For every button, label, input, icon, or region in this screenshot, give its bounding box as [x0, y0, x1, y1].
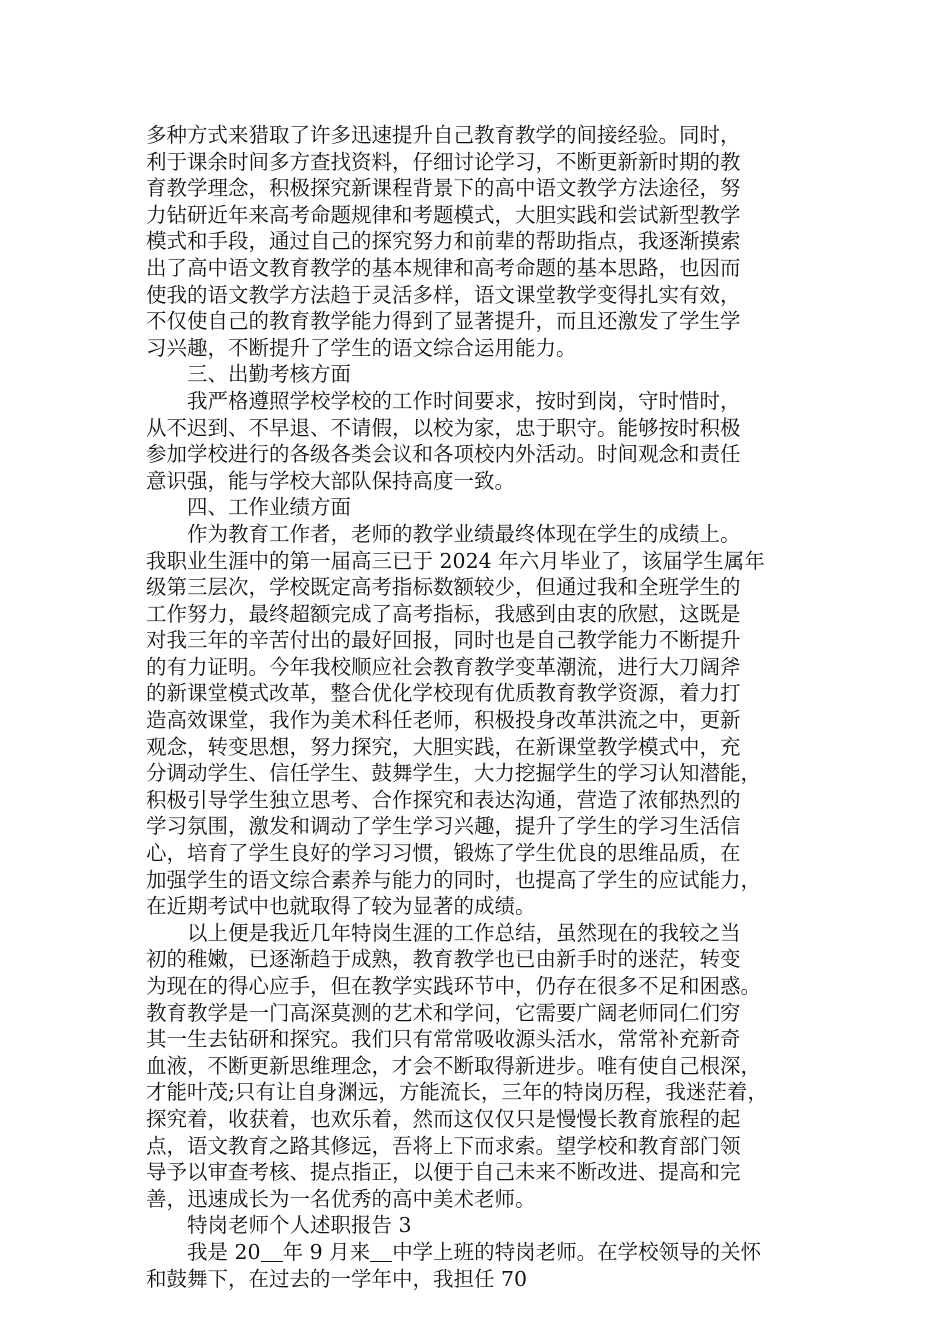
text-line: 分调动学生、信任学生、鼓舞学生，大力挖掘学生的学习认知潜能， [146, 761, 761, 786]
blank-underline [261, 1243, 283, 1262]
text-line: 以上便是我近几年特岗生涯的工作总结，虽然现在的我较之当 [146, 920, 741, 945]
text-line: 习兴趣，不断提升了学生的语文综合运用能力。 [146, 335, 577, 360]
document-body [146, 122, 826, 1292]
text-line: 初的稚嫩，已逐渐趋于成熟，教育教学也已由新手时的迷茫，转变 [146, 947, 741, 972]
text-line: 在近期考试中也就取得了较为显著的成绩。 [146, 894, 536, 919]
text-line-closing: 和鼓舞下，在过去的一学年中，我担任 70 [146, 1266, 528, 1291]
text-fragment: 中学上班的特岗老师。在学校领导的关怀 [392, 1239, 762, 1264]
text-fragment: 年 9 月来 [282, 1239, 371, 1264]
text-line: 力钻研近年来高考命题规律和考题模式，大胆实践和尝试新型教学 [146, 202, 741, 227]
text-line: 作为教育工作者，老师的教学业绩最终体现在学生的成绩上。 [146, 521, 741, 546]
text-line: 学习氛围，激发和调动了学生学习兴趣，提升了学生的学习生活信 [146, 814, 741, 839]
text-line: 才能叶茂;只有让自身渊远，方能流长，三年的特岗历程，我迷茫着， [146, 1080, 768, 1105]
text-line: 其一生去钻研和探究。我们只有常常吸收源头活水，常常补充新奇 [146, 1027, 741, 1052]
text-line: 我严格遵照学校学校的工作时间要求，按时到岗，守时惜时， [146, 388, 741, 413]
text-line: 探究着，收获着，也欢乐着，然而这仅仅只是慢慢长教育旅程的起 [146, 1106, 741, 1131]
text-line: 三、出勤考核方面 [146, 362, 351, 387]
text-line: 点，语文教育之路其修远，吾将上下而求索。望学校和教育部门领 [146, 1133, 741, 1158]
text-line: 的有力证明。今年我校顺应社会教育教学变革潮流，进行大刀阔斧 [146, 654, 741, 679]
text-line: 工作努力，最终超额完成了高考指标，我感到由衷的欣慰，这既是 [146, 601, 741, 626]
text-line: 级第三层次，学校既定高考指标数额较少，但通过我和全班学生的 [146, 575, 741, 600]
text-line: 参加学校进行的各级各类会议和各项校内外活动。时间观念和责任 [146, 442, 741, 467]
text-line: 血液，不断更新思维理念，才会不断取得新进步。唯有使自己根深， [146, 1053, 761, 1078]
text-line: 不仅使自己的教育教学能力得到了显著提升，而且还激发了学生学 [146, 309, 741, 334]
text-line: 四、工作业绩方面 [146, 495, 351, 520]
text-line: 模式和手段，通过自己的探究努力和前辈的帮助指点，我逐渐摸索 [146, 229, 741, 254]
text-line: 利于课余时间多方查找资料，仔细讨论学习，不断更新新时期的教 [146, 149, 741, 174]
text-line: 使我的语文教学方法趋于灵活多样，语文课堂教学变得扎实有效， [146, 282, 741, 307]
text-line: 的新课堂模式改革，整合优化学校现有优质教育教学资源，着力打 [146, 681, 741, 706]
text-line: 为现在的得心应手，但在教学实践环节中，仍存在很多不足和困惑。 [146, 974, 761, 998]
text-line: 对我三年的辛苦付出的最好回报，同时也是自己教学能力不断提升 [146, 628, 741, 653]
text-fragment: 我是 20 [146, 1239, 261, 1264]
text-line: 观念，转变思想，努力探究，大胆实践，在新课堂教学模式中，充 [146, 734, 741, 759]
text-line: 善，迅速成长为一名优秀的高中美术老师。 [146, 1186, 536, 1211]
text-line: 从不迟到、不早退、不请假，以校为家，忠于职守。能够按时积极 [146, 415, 741, 440]
text-line: 特岗老师个人述职报告 3 [146, 1213, 412, 1238]
text-line: 我职业生涯中的第一届高三已于 2024 年六月毕业了，该届学生属年 [146, 548, 765, 573]
text-line: 导予以审查考核、提点指正，以便于自己未来不断改进、提高和完 [146, 1160, 741, 1185]
paragraph-lines [146, 122, 826, 1239]
text-line: 加强学生的语文综合素养与能力的同时，也提高了学生的应试能力， [146, 867, 761, 892]
text-line: 育教学理念，积极探究新课程背景下的高中语文教学方法途径，努 [146, 176, 741, 201]
text-line: 积极引导学生独立思考、合作探究和表达沟通，营造了浓郁热烈的 [146, 787, 741, 812]
text-line: 教育教学是一门高深莫测的艺术和学问，它需要广阔老师同仁们穷 [146, 1000, 741, 1025]
text-line-final [146, 1239, 826, 1266]
blank-underline [370, 1243, 392, 1262]
text-line: 造高效课堂，我作为美术科任老师，积极投身改革洪流之中，更新 [146, 708, 741, 733]
text-line: 心，培育了学生良好的学习习惯，锻炼了学生优良的思维品质，在 [146, 841, 741, 866]
text-line: 意识强，能与学校大部队保持高度一致。 [146, 468, 515, 493]
text-line: 多种方式来猎取了许多迅速提升自己教育教学的间接经验。同时， [146, 123, 741, 147]
text-line: 出了高中语文教育教学的基本规律和高考命题的基本思路，也因而 [146, 255, 741, 280]
